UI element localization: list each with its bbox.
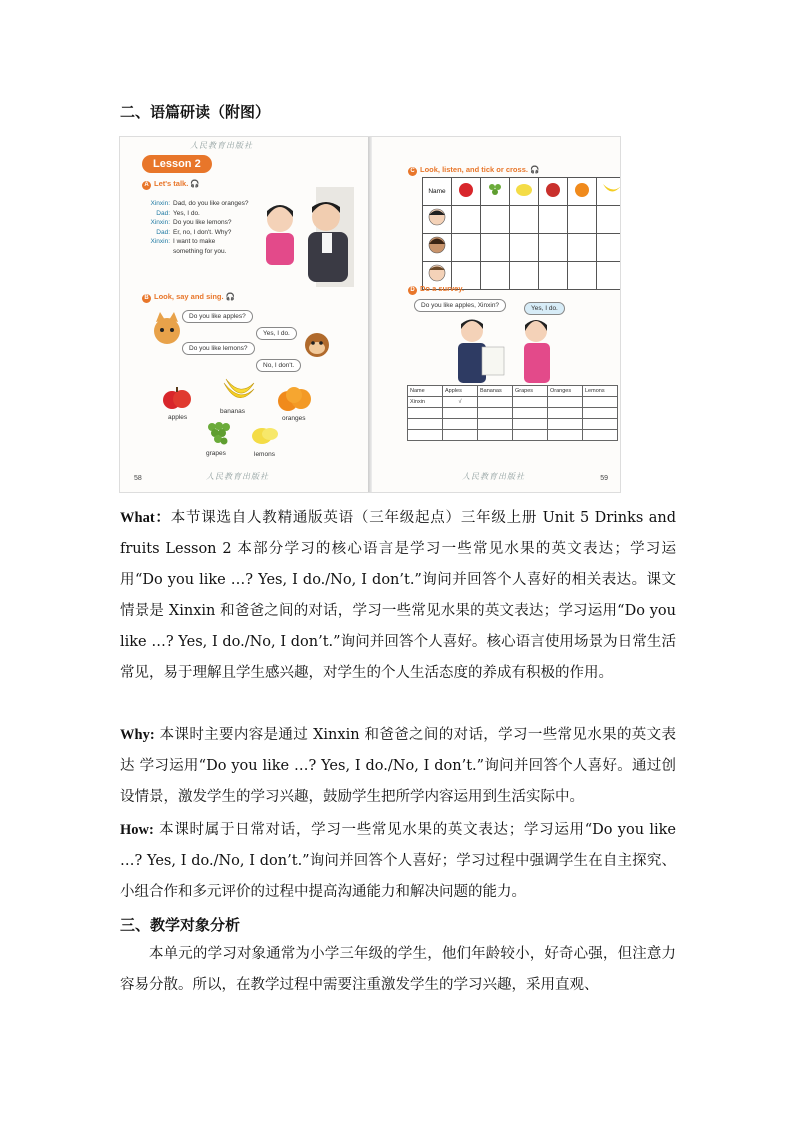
survey-header: Oranges (548, 386, 583, 397)
part-a-badge: A (142, 181, 151, 190)
section-heading-student-analysis: 三、教学对象分析 (120, 916, 241, 934)
textbook-spread-figure (120, 137, 620, 492)
monkey-mascot-icon (302, 329, 332, 359)
part-c-title: C Look, listen, and tick or cross. 🎧 (408, 165, 539, 176)
speech-bubble: Do you like apples? (182, 310, 253, 323)
how-paragraph (120, 815, 676, 908)
part-a-title: A Let's talk. 🎧 (142, 179, 200, 190)
banana-icon (220, 377, 256, 407)
lemon-icon (250, 422, 280, 448)
girl-and-dad-illustration (238, 187, 358, 287)
children-survey-illustration (432, 317, 572, 383)
fruit-label: apples (168, 414, 188, 421)
dialogue-line: something for you. (173, 247, 227, 255)
headphones-icon: 🎧 (190, 179, 200, 188)
apple-icon (539, 178, 567, 200)
survey-header: Bananas (478, 386, 513, 397)
child-avatar-icon (423, 206, 451, 228)
fruit-label: grapes (206, 450, 226, 457)
why-paragraph (120, 720, 676, 813)
textbook-page-58 (120, 137, 368, 492)
grid-name-header: Name (423, 178, 452, 206)
tick-cross-grid (422, 177, 620, 290)
why-label: Why: (120, 727, 155, 743)
grapes-icon (204, 419, 234, 449)
orange-icon (278, 385, 312, 413)
part-c-badge: C (408, 167, 417, 176)
banana-icon (597, 178, 620, 200)
grapes-icon (481, 178, 509, 200)
publisher-mark: 人民教育出版社 (190, 141, 253, 150)
page-number: 58 (134, 475, 142, 482)
survey-cell: √ (443, 397, 478, 408)
apple-icon (452, 178, 480, 200)
lesson-label: Lesson 2 (142, 155, 212, 173)
part-b-badge: B (142, 294, 151, 303)
publisher-mark: 人民教育出版社 (206, 472, 269, 481)
page-number: 59 (600, 475, 608, 482)
headphones-icon: 🎧 (225, 292, 236, 301)
speech-bubble: No, I don't. (256, 359, 301, 372)
section-heading-text-analysis: 二、语篇研读（附图） (120, 103, 271, 121)
speech-bubble: Yes, I do. (524, 302, 565, 315)
how-label: How: (120, 822, 154, 838)
survey-table (407, 385, 618, 441)
dialogue-line: Xinxin: I want to make (150, 238, 216, 245)
part-b-title: B Look, say and sing. 🎧 (142, 292, 235, 303)
dialogue-line: Xinxin: Do you like lemons? (150, 219, 232, 226)
child-avatar-icon (423, 234, 451, 256)
survey-cell: Xinxin (408, 397, 443, 408)
headphones-icon: 🎧 (530, 165, 540, 174)
dialogue-line: Dad: Er, no, I don't. Why? (156, 228, 232, 236)
fruit-label: bananas (220, 408, 245, 415)
part-d-title: D Do a survey. (408, 284, 464, 295)
fruit-label: lemons (254, 451, 275, 458)
why-text: 本课时主要内容是通过 Xinxin 和爸爸之间的对话，学习一些常见水果的英文表达 学习运用“Do you like …? Yes, I do./No, I don’t.”询问并回答个人喜好。通过创设情景，激发学生的学习兴趣，鼓励学生把所学内容运用到生活实际中。 (120, 727, 677, 805)
what-text: 本节课选自人教精通版英语（三年级起点）三年级上册 Unit 5 Drinks and fruits Lesson 2 本部分学习的核心语言是学习一些常见水果的英文表达；学习运用“Do you like …? Yes, I do./No, I don’t.”询问并回答个人喜好的相关表达。课文情景是 Xinxin 和爸爸之间的对话，学习一些常见水果的英文表达；学习运用“Do you like …? Yes, I do./No, I don’t.”询问并回答个人喜好。核心语言使用场景为日常生活常见，易于理解且学生感兴趣，对学生的个人生活态度的养成有积极的作用。 (120, 510, 676, 681)
speech-bubble: Do you like apples, Xinxin? (414, 299, 506, 312)
what-paragraph (120, 503, 676, 689)
orange-icon (568, 178, 596, 200)
speech-bubble: Do you like lemons? (182, 342, 255, 355)
apple-icon (162, 385, 192, 411)
fruit-label: oranges (282, 415, 306, 422)
lemon-icon (510, 178, 538, 200)
dialogue-line: Xinxin: Dad, do you like oranges? (150, 200, 249, 207)
cat-mascot-icon (150, 312, 184, 346)
student-analysis-paragraph: 本单元的学习对象通常为小学三年级的学生，他们年龄较小，好奇心强，但注意力容易分散。所以，在教学过程中需要注重激发学生的学习兴趣，采用直观、 (120, 946, 676, 993)
speech-bubble: Yes, I do. (256, 327, 297, 340)
child-avatar-icon (423, 262, 451, 284)
part-d-badge: D (408, 286, 417, 295)
dialogue-line: Dad: Yes, I do. (156, 209, 200, 217)
textbook-page-59 (372, 137, 620, 492)
publisher-mark: 人民教育出版社 (462, 472, 525, 481)
survey-header: Name (408, 386, 443, 397)
survey-header: Apples (443, 386, 478, 397)
dialogue (140, 199, 249, 256)
survey-header: Lemons (583, 386, 618, 397)
survey-header: Grapes (513, 386, 548, 397)
how-text: 本课时属于日常对话，学习一些常见水果的英文表达；学习运用“Do you like …? Yes, I do./No, I don’t.”询问并回答个人喜好；学习过程中强调学生在自主探究、小组合作和多元评价的过程中提高沟通能力和解决问题的能力。 (120, 822, 676, 900)
what-label: What： (120, 510, 171, 526)
